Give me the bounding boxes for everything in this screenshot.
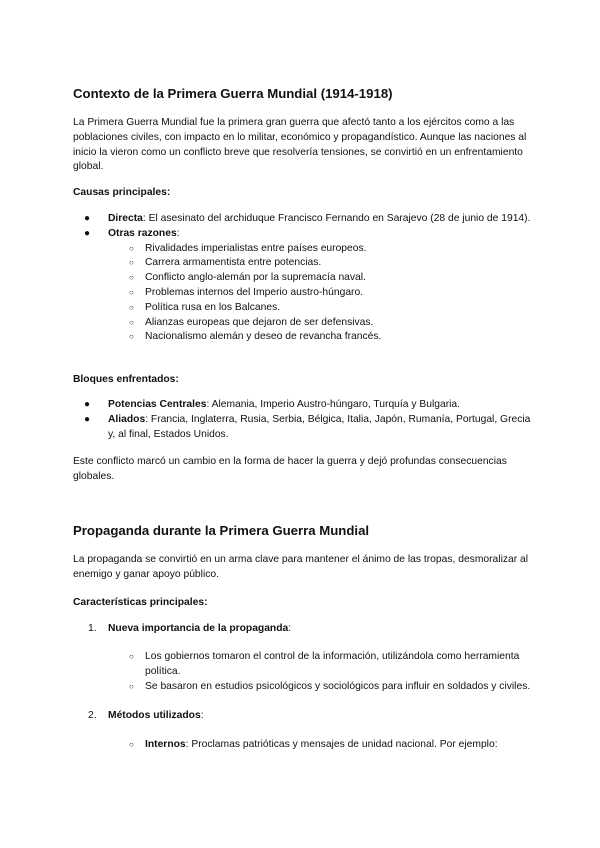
internal-label: Internos	[145, 739, 186, 750]
list-item-reason	[73, 301, 535, 316]
blocs-list	[73, 398, 535, 442]
internal-text: : Proclamas patrióticas y mensajes de unidad nacional. Por ejemplo:	[185, 739, 498, 750]
feature-1-points	[73, 650, 535, 694]
feature-1-colon: :	[288, 623, 292, 634]
reason-text: Carrera armamentista entre potencias.	[145, 257, 322, 269]
direct-cause-text: : El asesinato del archiduque Francisco Fernando en Sarajevo (28 de junio de 1914).	[142, 213, 531, 224]
list-item-central-powers	[73, 398, 535, 413]
reason-text: Rivalidades imperialistas entre países europeos.	[145, 242, 367, 254]
features-list-continued	[73, 709, 535, 724]
reason-text: Alianzas europeas que dejaron de ser defensivas.	[145, 316, 374, 328]
reason-text: Conflicto anglo-alemán por la supremacía naval.	[145, 272, 366, 284]
reason-text: Problemas internos del Imperio austro-húngaro.	[145, 286, 364, 298]
list-item-reason	[73, 242, 535, 257]
other-reasons-label: Otras razones	[108, 227, 177, 239]
features-list	[73, 622, 535, 637]
list-item-feature-1	[73, 622, 535, 637]
causes-list	[73, 212, 535, 345]
reason-text: Nacionalismo alemán y deseo de revancha francés.	[145, 331, 382, 343]
point-text: Los gobiernos tomaron el control de la información, utilizándola como herramienta política.	[145, 651, 520, 677]
feature-1-label: Nueva importancia de la propaganda	[108, 623, 289, 634]
section-title-context: Contexto de la Primera Guerra Mundial (1914-1918)	[73, 86, 393, 101]
list-item-reason	[73, 271, 535, 286]
central-powers-text: : Alemania, Imperio Austro-húngaro, Turquía y Bulgaria.	[206, 399, 460, 410]
circle-bullet-icon: ○	[129, 243, 134, 253]
point-text: Se basaron en estudios psicológicos y sociológicos para influir en soldados y civiles.	[145, 680, 531, 692]
list-number: 1.	[88, 623, 97, 634]
context-intro-paragraph: La Primera Guerra Mundial fue la primera gran guerra que afectó tanto a los ejércitos como a las poblaciones civiles, con impacto en lo militar, económico y propagandístico. Aunque las naciones al inicio la vieron como un conflicto breve que resolvería tensiones, se convirtió en un enfrentamiento global.	[73, 117, 527, 173]
direct-cause-label: Directa	[108, 213, 143, 224]
bullet-icon: ●	[84, 413, 91, 425]
reason-text: Política rusa en los Balcanes.	[145, 301, 281, 313]
central-powers-label: Potencias Centrales	[108, 399, 207, 410]
context-closing-paragraph: Este conflicto marcó un cambio en la forma de hacer la guerra y dejó profundas consecuencias globales.	[73, 456, 507, 482]
feature-2-points	[73, 738, 535, 753]
propaganda-intro-paragraph: La propaganda se convirtió en un arma clave para mantener el ánimo de las tropas, desmoralizar al enemigo y ganar apoyo público.	[73, 554, 529, 580]
list-item-point	[73, 650, 535, 680]
circle-bullet-icon: ○	[129, 317, 134, 327]
feature-2-colon: :	[200, 710, 204, 721]
list-item-allies	[73, 413, 535, 443]
feature-2-label: Métodos utilizados	[108, 710, 201, 721]
circle-bullet-icon: ○	[129, 287, 134, 297]
list-item-direct-cause	[73, 212, 535, 227]
circle-bullet-icon: ○	[129, 681, 134, 691]
list-item-other-reasons	[73, 227, 535, 242]
list-item-reason	[73, 286, 535, 301]
features-heading: Características principales:	[73, 597, 208, 608]
circle-bullet-icon: ○	[129, 273, 134, 283]
list-item-reason	[73, 330, 535, 345]
list-item-point	[73, 680, 535, 695]
allies-text: : Francia, Inglaterra, Rusia, Serbia, Bélgica, Italia, Japón, Rumanía, Portugal, Grecia y, al final, Estados Unidos.	[108, 413, 531, 440]
list-item-point	[73, 738, 535, 753]
causes-heading: Causas principales:	[73, 187, 171, 198]
bullet-icon: ●	[84, 227, 91, 239]
circle-bullet-icon: ○	[129, 302, 134, 312]
circle-bullet-icon: ○	[129, 652, 134, 661]
list-number: 2.	[88, 710, 97, 721]
other-reasons-colon: :	[176, 227, 180, 239]
allies-label: Aliados	[108, 413, 146, 425]
list-item-feature-2	[73, 709, 535, 724]
blocs-heading: Bloques enfrentados:	[73, 374, 179, 385]
circle-bullet-icon: ○	[129, 332, 134, 342]
list-item-reason	[73, 256, 535, 271]
circle-bullet-icon: ○	[129, 740, 134, 749]
circle-bullet-icon: ○	[129, 258, 134, 268]
list-item-reason	[73, 316, 535, 331]
bullet-icon: ●	[84, 399, 91, 410]
section-title-propaganda: Propaganda durante la Primera Guerra Mundial	[73, 523, 370, 538]
bullet-icon: ●	[84, 213, 91, 224]
